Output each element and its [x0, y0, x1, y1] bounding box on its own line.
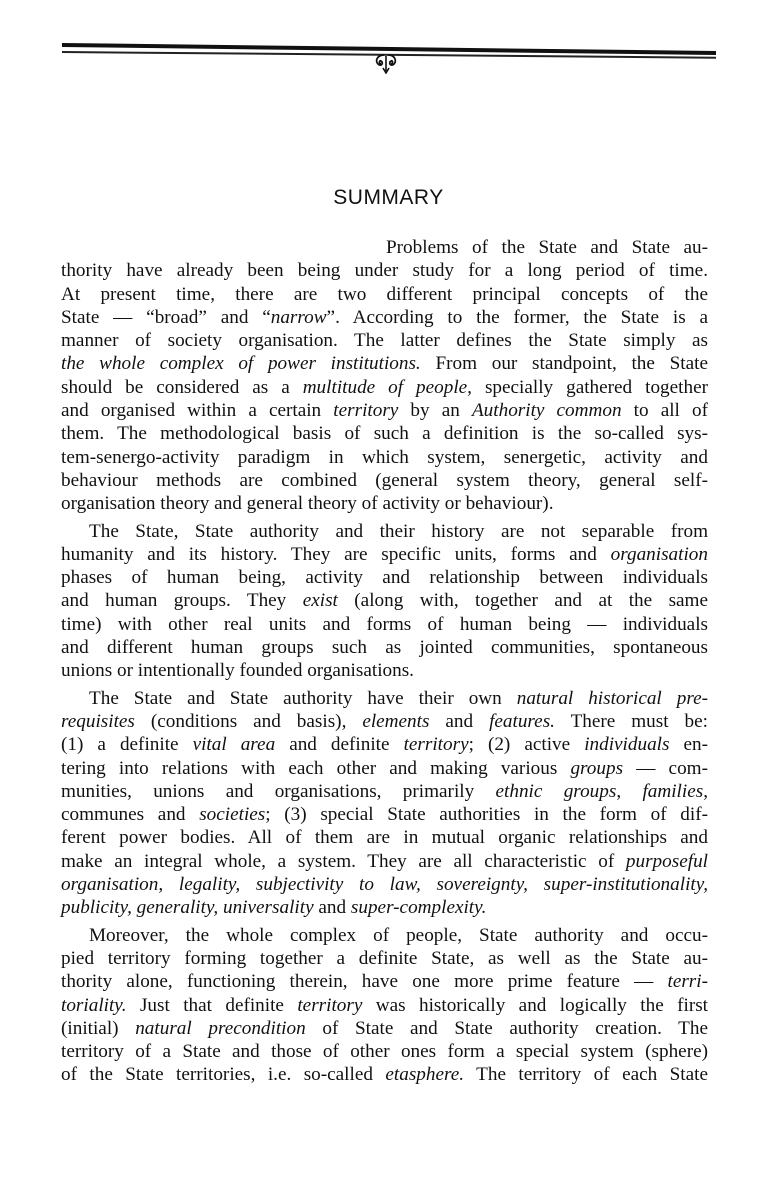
text-line: (initial) natural precondition of State and State authority creation. The — [61, 1017, 708, 1039]
text-line: behaviour methods are combined (general system theory, general self- — [61, 469, 708, 491]
text-line: manner of society organisation. The latter defines the State simply as — [61, 330, 708, 352]
text-line: munities, unions and organisations, primarily ethnic groups, families, — [61, 780, 708, 802]
text-line: the whole complex of power institutions. From our standpoint, the State — [61, 353, 708, 375]
text-line: requisites (conditions and basis), elements and features. There must be: — [61, 710, 708, 732]
text-line: should be considered as a multitude of people, specially gathered together — [61, 376, 708, 398]
text-line: thority have already been being under study for a long period of time. — [61, 260, 708, 282]
paragraph-1 — [61, 236, 708, 516]
paragraph-4 — [61, 924, 708, 1087]
text-line: Problems of the State and State au- — [386, 237, 708, 258]
body-text — [61, 236, 708, 1087]
text-line: State — “broad” and “narrow”. According to the former, the State is a — [61, 306, 708, 328]
page-title: SUMMARY — [333, 186, 444, 209]
header-rule — [62, 40, 716, 80]
text-line: make an integral whole, a system. They are all characteristic of purposeful — [61, 850, 708, 872]
text-line: of the State territories, i.e. so-called etasphere. The territory of each State — [61, 1064, 708, 1086]
text-line: thority alone, functioning therein, have one more prime feature — terri- — [61, 971, 708, 993]
paragraph-2 — [61, 520, 708, 683]
text-line: organisation theory and general theory of activity or behaviour). — [61, 493, 554, 515]
text-line: ferent power bodies. All of them are in mutual organic relationships and — [61, 827, 708, 849]
text-line: tem-senergo-activity paradigm in which system, senergetic, activity and — [61, 446, 708, 468]
text-line: publicity, generality, universality and super-complexity. — [61, 897, 487, 919]
fleuron-ornament-icon — [373, 52, 399, 74]
text-line: and different human groups such as jointed communities, spontaneous — [61, 637, 708, 659]
text-line: them. The methodological basis of such a definition is the so-called sys- — [61, 423, 708, 445]
text-line: tering into relations with each other and making various groups — com- — [61, 757, 708, 779]
text-line: toriality. Just that definite territory was historically and logically the first — [61, 994, 709, 1016]
text-line: time) with other real units and forms of human being — individuals — [61, 613, 708, 635]
paragraph-3 — [61, 687, 708, 920]
text-line: phases of human being, activity and relationship between individuals — [61, 567, 708, 589]
text-line: and organised within a certain territory by an Authority common to all of — [61, 400, 708, 422]
text-line: unions or intentionally founded organisations. — [61, 660, 414, 682]
text-line: Moreover, the whole complex of people, State authority and occu- — [89, 924, 708, 946]
text-line: (1) a definite vital area and definite territory; (2) active individuals en- — [61, 734, 708, 756]
text-line: communes and societies; (3) special State authorities in the form of dif- — [61, 804, 708, 826]
text-line: and human groups. They exist (along with, together and at the same — [61, 590, 708, 612]
text-line: The State, State authority and their history are not separable from — [89, 520, 708, 542]
text-line: At present time, there are two different principal concepts of the — [61, 283, 708, 305]
text-line: pied territory forming together a definite State, as well as the State au- — [61, 947, 708, 969]
text-line: The State and State authority have their own natural historical pre- — [89, 687, 708, 709]
text-line: organisation, legality, subjectivity to law, sovereignty, super-institutionality, — [61, 874, 708, 896]
text-line: humanity and its history. They are specific units, forms and organisation — [61, 543, 708, 565]
text-line: territory of a State and those of other ones form a special system (sphere) — [61, 1041, 708, 1063]
